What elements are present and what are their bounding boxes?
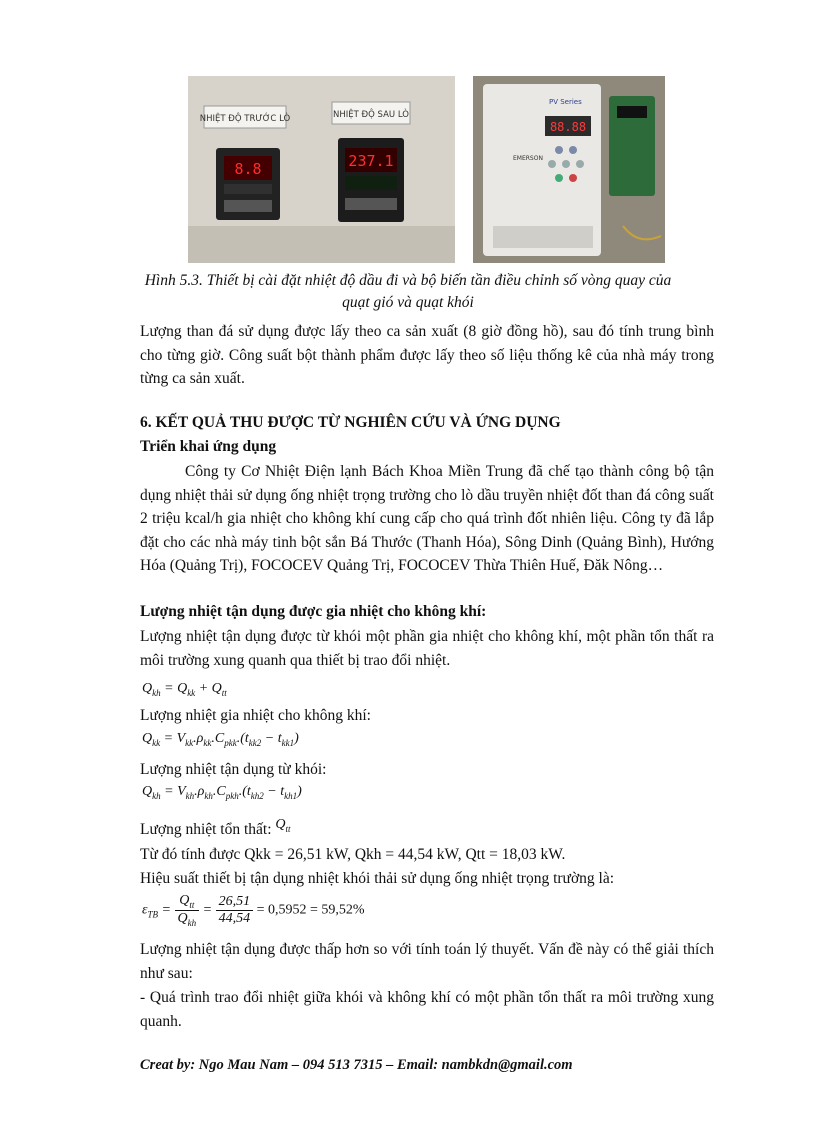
inverter-series-label: PV Series bbox=[549, 98, 582, 106]
paragraph-deployment: Công ty Cơ Nhiệt Điện lạnh Bách Khoa Miền Trung đã chế tạo thành công bộ tận dụng nhiệt thải sử dụng ống nhiệt trọng trường cho lò dầu truyền nhiệt đốt than đá công suất 2 triệu kcal/h gia nhiệt cho không khí cung cấp cho quá trình đốt nhiên liệu. Công ty đã lắp đặt cho các nhà máy tinh bột sắn Bá Thước (Thanh Hóa), Sông Dinh (Quảng Bình), Hướng Hóa (Quảng Trị), FOCOCEV Quảng Trị, FOCOCEV Thừa Thiên Huế, Đăk Nông… bbox=[140, 463, 714, 574]
caption-line-1: Hình 5.3. Thiết bị cài đặt nhiệt độ dầu đi và bộ biến tần điều chỉnh số vòng quay của bbox=[144, 272, 672, 289]
efficiency-denominator: 44,54 bbox=[218, 910, 251, 926]
efficiency-result: = 0,5952 = 59,52% bbox=[256, 902, 365, 918]
results-line: Từ đó tính được Qkk = 26,51 kW, Qkh = 44,54 kW, Qtt = 18,03 kW. bbox=[140, 846, 566, 863]
paragraph-coal-usage: Lượng than đá sử dụng được lấy theo ca sản xuất (8 giờ đồng hồ), sau đó tính trung bình cho từng giờ. Công suất bột thành phẩm được lấy theo số liệu thống kê của nhà máy trong từng ca sản xuất. bbox=[140, 323, 714, 387]
symbol-qtt: $Q_{tt}$ bbox=[275, 817, 291, 834]
label-after-furnace: NHIỆT ĐỘ SAU LÒ bbox=[333, 110, 409, 120]
section-title: 6. KẾT QUẢ THU ĐƯỢC TỪ NGHIÊN CỨU VÀ ỨNG DỤNG bbox=[140, 414, 561, 431]
subheading-heat-recovery: Lượng nhiệt tận dụng được gia nhiệt cho không khí: bbox=[140, 603, 487, 620]
inverter-display: 88.88 bbox=[549, 120, 587, 134]
subheading-deployment: Triển khai ứng dụng bbox=[140, 438, 277, 455]
efficiency-intro: Hiệu suất thiết bị tận dụng nhiệt khói thải sử dụng ống nhiệt trọng trường là: bbox=[140, 870, 615, 887]
label-heat-loss-text: Lượng nhiệt tổn thất: bbox=[140, 821, 272, 838]
photo-frequency-inverter bbox=[473, 76, 665, 263]
photo-temperature-controllers bbox=[188, 76, 455, 263]
label-air-heating: Lượng nhiệt gia nhiệt cho không khí: bbox=[140, 707, 371, 724]
svg-text:8.8: 8.8 bbox=[234, 160, 262, 178]
caption-line-2: quạt gió và quạt khói bbox=[342, 294, 474, 311]
display-after-furnace: 237.1 bbox=[348, 152, 394, 170]
label-before-furnace: NHIỆT ĐỘ TRƯỚC LÒ bbox=[199, 114, 291, 124]
formula-qkh: $Q_{kh} = V_{kh}.\rho_{kh}.C_{pkh}.(t_{kh2} - t_{kh1})$ bbox=[142, 784, 302, 801]
inverter-brand: EMERSON bbox=[513, 155, 543, 162]
footer-credit: Creat by: Ngo Mau Nam – 094 513 7315 – Email: nambkdn@gmail.com bbox=[140, 1057, 573, 1073]
paragraph-loss-reason: - Quá trình trao đổi nhiệt giữa khói và không khí có một phần tổn thất ra môi trường xung quanh. bbox=[140, 989, 714, 1030]
label-smoke-recovery: Lượng nhiệt tận dụng từ khói: bbox=[140, 761, 327, 778]
figure-caption bbox=[140, 270, 676, 314]
formula-qkh-total: $Q_{kh} = Q_{kk} + Q_{tt}$ bbox=[142, 681, 227, 698]
formula-qkk: $Q_{kk} = V_{kk}.\rho_{kk}.C_{pkk}.(t_{kk2} - t_{kk1})$ bbox=[142, 731, 299, 748]
paragraph-explanation: Lượng nhiệt tận dụng được thấp hơn so với tính toán lý thuyết. Vấn đề này có thể giải thích như sau: bbox=[140, 941, 714, 982]
efficiency-numerator: 26,51 bbox=[216, 894, 254, 911]
paragraph-heat-recovery: Lượng nhiệt tận dụng được từ khói một phần gia nhiệt cho không khí, một phần tổn thất ra môi trường xung quanh qua thiết bị trao đổi nhiệt. bbox=[140, 628, 714, 669]
formula-efficiency: $\varepsilon_{TB}$ = $\frac{Q_{tt}}{Q_{kh}}$ = $\frac{26,51}{44,54}$ = 0,5952 = 59,52% bbox=[142, 893, 365, 928]
